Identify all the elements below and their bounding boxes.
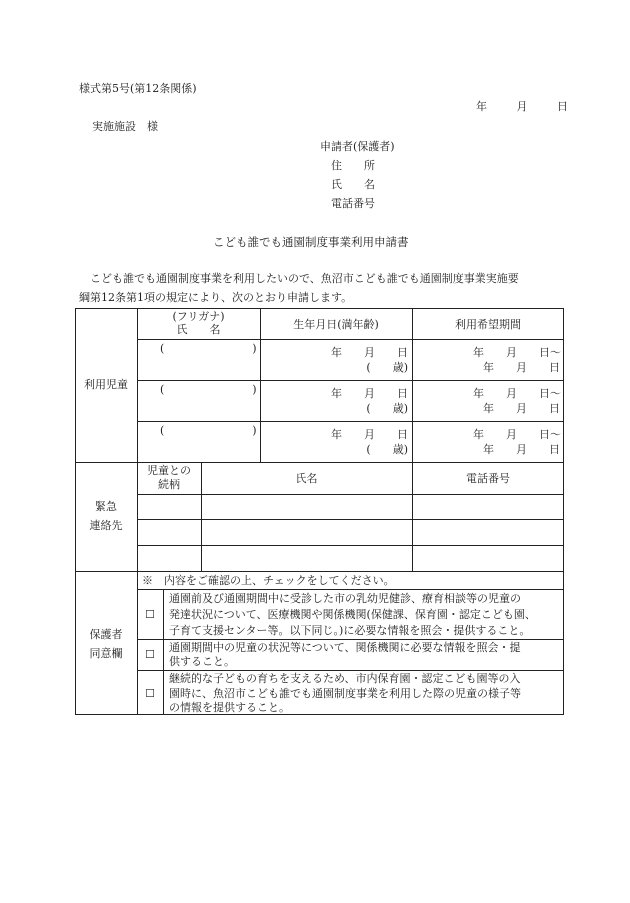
child-period-start: 年 月 日〜 — [473, 387, 561, 400]
addressee: 実施施設 様 — [92, 120, 158, 133]
child-age: ( 歳) — [366, 361, 408, 374]
child-furigana: ( ) — [160, 342, 257, 355]
consent-item-3-line1: 継続的な子どもの育ちを支えるため、市内保育園・認定こども園等の入 — [169, 672, 521, 685]
consent-item-1-line3: 子育て支援センター等。以下同じ。)に必要な情報を照会・提供すること。 — [169, 624, 531, 637]
child-period-end: 年 月 日 — [483, 361, 560, 374]
intro-line-2: 綱第12条第1項の規定により、次のとおり申請します。 — [79, 291, 353, 304]
consent-item-2-line2: 供すること。 — [169, 655, 235, 668]
consent-checkbox-3[interactable]: ☐ — [145, 687, 155, 700]
child-period-end: 年 月 日 — [483, 402, 560, 415]
consent-checkbox-2[interactable]: ☐ — [145, 648, 155, 661]
child-period-start: 年 月 日〜 — [473, 428, 561, 441]
applicant-title: 申請者(保護者) — [320, 140, 395, 153]
child-period-end: 年 月 日 — [483, 443, 560, 456]
consent-notice: ※ 内容をご確認の上、チェックをしてください。 — [142, 574, 395, 587]
date-month: 月 — [516, 100, 528, 113]
child-furigana: ( ) — [160, 424, 257, 437]
col-relation-header-line2: 続柄 — [158, 478, 180, 491]
child-period-start: 年 月 日〜 — [473, 346, 561, 359]
child-birth-date: 年 月 日 — [331, 387, 408, 400]
applicant-name-label: 氏 名 — [331, 178, 375, 191]
header-date — [476, 100, 568, 113]
form-number: 様式第5号(第12条関係) — [79, 82, 197, 95]
emergency-label-line2: 連絡先 — [89, 519, 123, 532]
intro-line-1: こども誰でも通園制度事業を利用したいので、魚沼市こども誰でも通園制度事業実施要 — [79, 272, 519, 285]
date-year: 年 — [476, 100, 487, 113]
consent-item-3-line2: 園時に、魚沼市こども誰でも通園制度事業を利用した際の児童の様子等 — [169, 687, 521, 700]
child-age: ( 歳) — [366, 443, 408, 456]
children-label: 利用児童 — [84, 378, 128, 391]
col-contact-phone-header: 電話番号 — [466, 472, 510, 485]
col-relation-header-line1: 児童との — [147, 464, 191, 477]
col-name-header: 氏 名 — [176, 323, 221, 336]
consent-item-1-line1: 通園前及び通園期間中に受診した市の乳幼児健診、療育相談等の児童の — [169, 592, 521, 605]
applicant-address-label: 住 所 — [331, 159, 375, 172]
col-furigana-header: (フリガナ) — [172, 310, 225, 323]
consent-label-line1: 保護者 — [89, 628, 123, 641]
consent-label-line2: 同意欄 — [89, 647, 123, 660]
child-birth-date: 年 月 日 — [331, 346, 408, 359]
document-title: こども誰でも通園制度事業利用申請書 — [213, 235, 409, 249]
child-age: ( 歳) — [366, 402, 408, 415]
consent-checkbox-1[interactable]: ☐ — [145, 608, 155, 621]
col-contact-name-header: 氏名 — [295, 472, 318, 485]
col-birth-header: 生年月日(満年齢) — [293, 318, 379, 331]
application-table — [75, 308, 564, 715]
consent-item-2-line1: 通園期間中の児童の状況等について、関係機関に必要な情報を照会・提 — [169, 641, 521, 654]
date-day: 日 — [557, 100, 568, 113]
emergency-label-line1: 緊急 — [95, 500, 117, 513]
child-birth-date: 年 月 日 — [331, 428, 408, 441]
consent-item-1-line2: 発達状況について、医療機関や関係機関(保健課、保育園・認定こども園、 — [169, 608, 536, 621]
col-period-header: 利用希望期間 — [455, 318, 521, 331]
applicant-phone-label: 電話番号 — [331, 197, 375, 210]
consent-item-3-line3: の情報を提供すること。 — [169, 701, 290, 714]
child-furigana: ( ) — [160, 383, 257, 396]
